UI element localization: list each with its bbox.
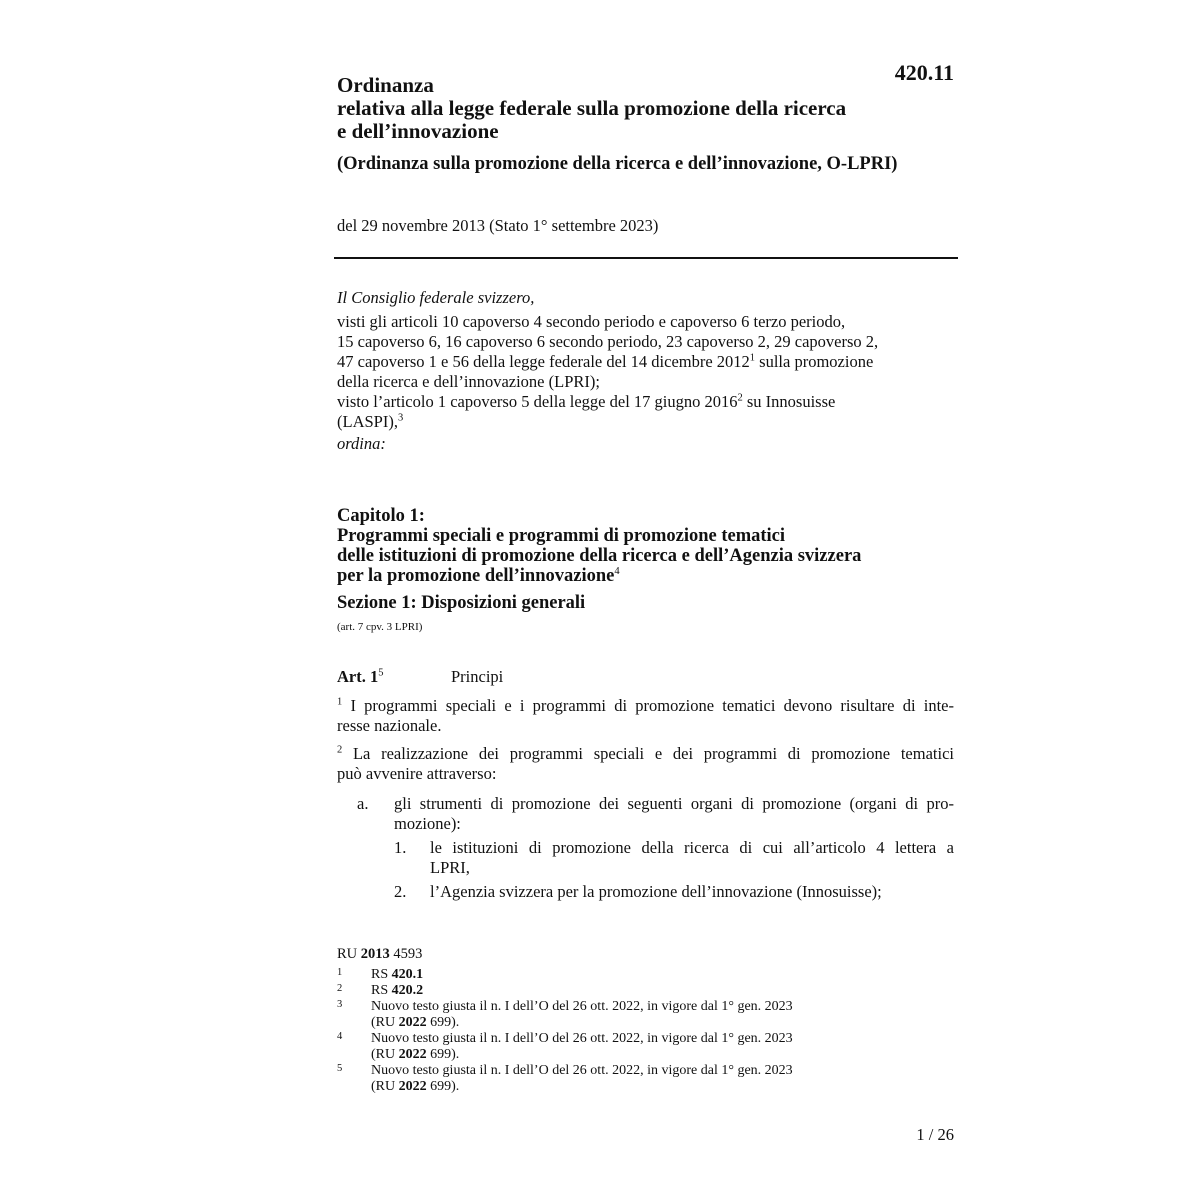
list-item-2: l’Agenzia svizzera per la promozione dell’innovazione (Innosuisse); xyxy=(430,882,882,901)
article-paragraph-2: $^2$ La realizzazione dei programmi speciali e dei programmi di promozione tematici può avvenire attraverso: xyxy=(337,744,954,783)
list-item-1: le istituzioni di promozione della ricerca di cui all’articolo 4 lettera a LPRI, xyxy=(430,838,954,877)
short-title: (Ordinanza sulla promozione della ricerca e dell’innovazione, O-LPRI) xyxy=(337,154,898,174)
page-number: 1 / 26 xyxy=(916,1125,954,1144)
preamble-line: della ricerca e dell’innovazione (LPRI); xyxy=(337,372,600,391)
footnote-mark: 1 xyxy=(337,967,343,978)
footnote-mark: 5 xyxy=(337,1063,343,1074)
preamble-line: (LASPI),$^3$ xyxy=(337,412,404,431)
footnote-ref[interactable]: 4 xyxy=(614,565,620,577)
footnote-mark: 4 xyxy=(337,1031,343,1042)
document-date: del 29 novembre 2013 (Stato 1° settembre 2023) xyxy=(337,216,659,235)
document-page: 420.11 Ordinanza relativa alla legge federale sulla promozione della ricerca e dell’innovazione (Ordinanza sulla promozione della ricerca e dell’innovazione, O-LPRI) del 29 novembre 2013 (Stato 1° settembre 2023) Il Consiglio federale svizzero, visti gli articoli 10 capoverso 4 secondo periodo e capoverso 6 terzo periodo, 15 capoverso 6, 16 capoverso 6 secondo periodo, 23 capoverso 2, 29 capoverso 2, 47 capoverso 1 e 56 della legge federale del 14 dicembre 2012$^1$ sulla promozione della ricerca e dell’innovazione (LPRI); visto l’articolo 1 capoverso 5 della legge del 17 giugno 2016$^2$ su Innosuisse (LASPI),$^3$ ordina: Capitolo 1: Programmi speciali e programmi di promozione tematici delle istituzioni di promozione della ricerca e dell’Agenzia svizzera per la promozione dell’innovazione$^4$ Sezione 1: Disposizioni generali (art. 7 cpv. 3 LPRI) Art. $1^5$ Principi $^1$ I programmi speciali e i programmi di promozione tematici devono risultare di inte- resse nazionale. $^2$ La realizzazione dei programmi speciali e dei programmi di promozione tematici può avvenire attraverso: a. gli strumenti di promozione dei seguenti organi di promozione (organi di pro- mozione): 1. le istituzioni di promozione della ricerca di cui all’articolo 4 lettera a LPRI, 2. l’Agenzia svizzera per la promozione dell’innovazione (Innosuisse); RU 2013 4593 1 RS 420.1 2 RS 420.2 3 Nuovo testo giusta il n. I dell’O del 26 ott. 2022, in vigore dal 1° gen. 2023 (RU 2022 699). 4 Nuovo testo giusta il n. I dell’O del 26 ott. 2022, in vigore dal 1° gen. 2023 (RU 2022 699). 5 Nuovo testo giusta il n. I dell’O del 26 ott. 2022, in vigore dal 1° gen. 2023 (RU 2022 699). 1 / 26 xyxy=(0,0,1200,1200)
chapter-heading xyxy=(337,506,977,586)
chapter-line: Programmi speciali e programmi di promozione tematici xyxy=(337,526,786,546)
footnote-mark: 2 xyxy=(337,983,343,994)
sr-number: 420.11 xyxy=(894,60,954,85)
article-paragraph-1: $^1$ I programmi speciali e i programmi di promozione tematici devono risultare di inte- resse nazionale. xyxy=(337,696,954,735)
preamble-line: visto l’articolo 1 capoverso 5 della legge del 17 giugno 2016$^2$ su Innosuisse xyxy=(337,392,836,411)
section-citation: (art. 7 cpv. 3 LPRI) xyxy=(337,621,423,633)
title-line: Ordinanza xyxy=(337,73,434,97)
article-heading xyxy=(337,667,504,687)
paragraph-number: 1 xyxy=(337,696,343,708)
section-heading: Sezione 1: Disposizioni generali xyxy=(337,593,586,613)
paragraph-number: 2 xyxy=(337,744,343,756)
ru-reference: RU 2013 4593 xyxy=(337,946,423,962)
title-line: relativa alla legge federale sulla promozione della ricerca xyxy=(337,96,847,120)
preamble xyxy=(337,288,957,454)
footnote-ref[interactable]: 1 xyxy=(749,352,756,364)
preamble-issuer: Il Consiglio federale svizzero, xyxy=(337,288,535,307)
article-number: Art. 1 xyxy=(337,667,379,686)
list-label: a. xyxy=(357,794,369,813)
chapter-line: Capitolo 1: xyxy=(337,506,425,526)
preamble-line: 15 capoverso 6, 16 capoverso 6 secondo periodo, 23 capoverso 2, 29 capoverso 2, xyxy=(337,332,879,351)
list-item-a: gli strumenti di promozione dei seguenti organi di promozione (organi di pro- mozione): xyxy=(394,794,954,833)
list-label: 1. xyxy=(394,838,407,857)
footnote-ref[interactable]: 2 xyxy=(737,392,743,404)
chapter-line: per la promozione dell’innovazione$^4$ xyxy=(337,565,620,586)
chapter-line: delle istituzioni di promozione della ricerca e dell’Agenzia svizzera xyxy=(337,546,862,566)
preamble-line: visti gli articoli 10 capoverso 4 secondo periodo e capoverso 6 terzo periodo, xyxy=(337,312,846,331)
title-line: e dell’innovazione xyxy=(337,119,499,143)
article-title: Principi xyxy=(451,667,504,686)
footnote-ref[interactable]: 3 xyxy=(397,412,404,424)
preamble-line: 47 capoverso 1 e 56 della legge federale del 14 dicembre 2012$^1$ sulla promozione xyxy=(337,352,874,371)
footnote-mark: 3 xyxy=(337,999,343,1010)
title-divider xyxy=(334,257,958,259)
document-title xyxy=(337,74,957,143)
footnote-ref[interactable]: 5 xyxy=(378,667,384,679)
list-label: 2. xyxy=(394,882,407,901)
preamble-ordains: ordina: xyxy=(337,434,386,453)
